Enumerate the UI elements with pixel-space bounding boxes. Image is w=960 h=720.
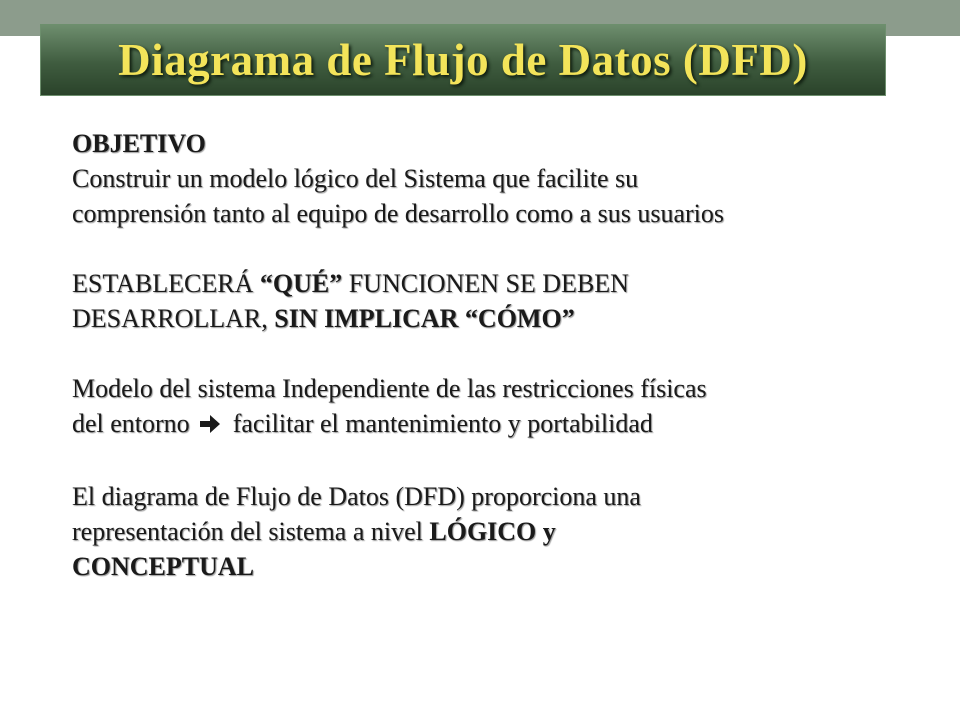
dfd-line-2 — [72, 514, 892, 549]
establish-que: “QUÉ” — [259, 269, 343, 298]
establish-develop: DESARROLLAR, — [72, 304, 275, 333]
objective-line-1: Construir un modelo lógico del Sistema que facilite su — [72, 164, 639, 193]
objective-line-2: comprensión tanto al equipo de desarrollo como a sus usuarios — [72, 199, 725, 228]
arrow-right-icon — [198, 409, 222, 444]
model-line-1: Modelo del sistema Independiente de las restricciones físicas — [72, 374, 707, 403]
dfd-line-1: El diagrama de Flujo de Datos (DFD) proporciona una — [72, 482, 641, 511]
model-entorno: del entorno — [72, 409, 190, 438]
establish-section — [72, 266, 892, 336]
dfd-logico: LÓGICO y — [429, 517, 556, 546]
model-section — [72, 371, 892, 444]
objective-section — [72, 126, 892, 231]
dfd-conceptual: CONCEPTUAL — [72, 552, 255, 581]
model-facilitar: facilitar el mantenimiento y portabilidad — [232, 409, 653, 438]
title-banner — [40, 24, 886, 96]
establish-sin-implicar: SIN IMPLICAR “CÓMO” — [274, 304, 575, 333]
slide-body — [72, 126, 892, 584]
objective-heading: OBJETIVO — [72, 129, 206, 158]
establish-text-c: FUNCIONEN SE DEBEN — [342, 269, 629, 298]
establish-line-1 — [72, 266, 892, 301]
establish-line-2 — [72, 301, 892, 336]
dfd-representacion: representación del sistema a nivel — [72, 517, 430, 546]
establish-text-a: ESTABLECERÁ — [72, 269, 260, 298]
dfd-section — [72, 479, 892, 584]
model-line-2 — [72, 406, 892, 444]
slide-title: Diagrama de Flujo de Datos (DFD) — [118, 35, 808, 85]
